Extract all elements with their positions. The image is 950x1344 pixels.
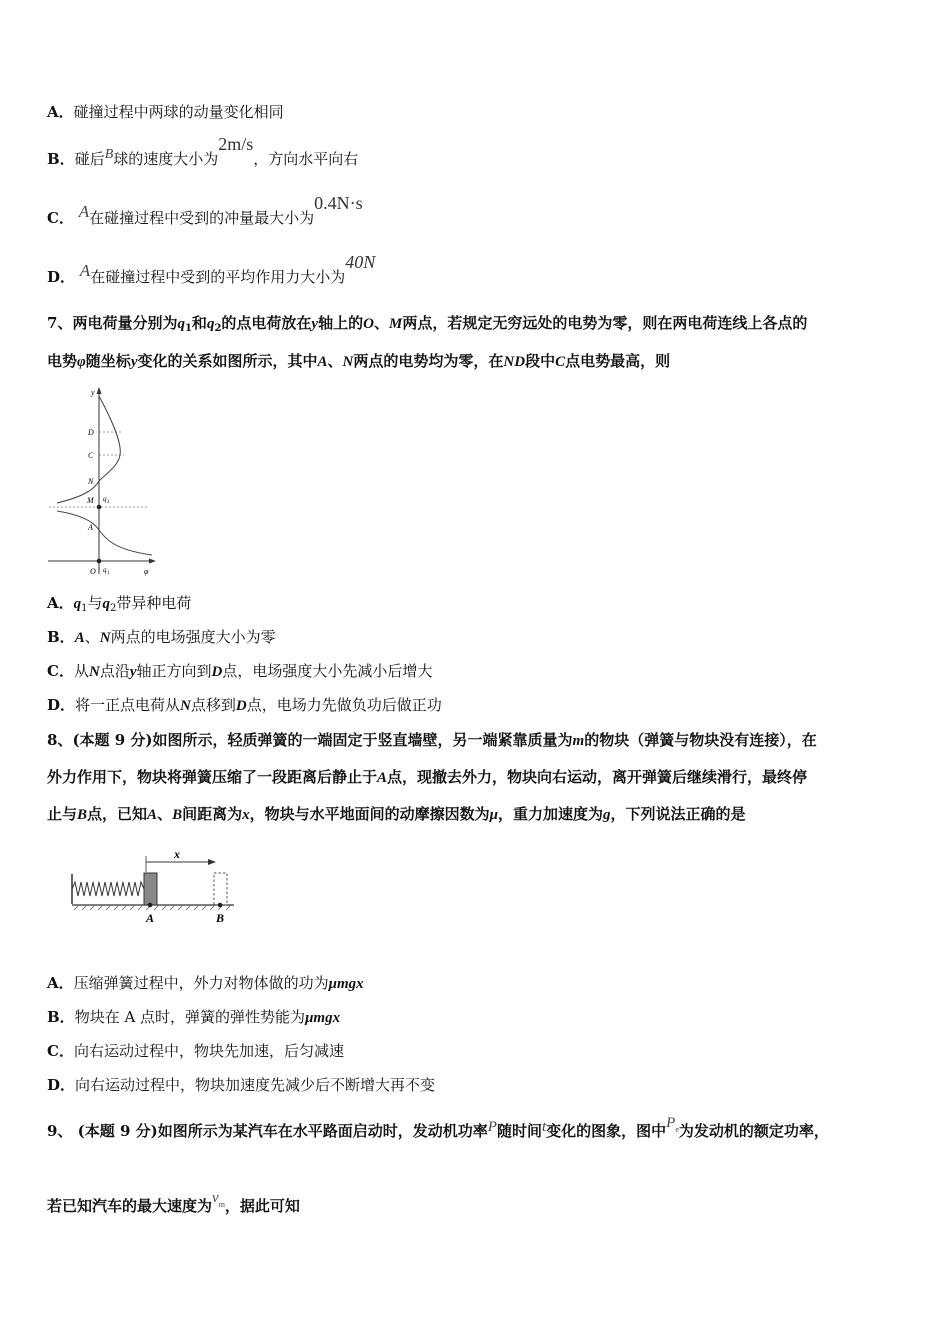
math-var: φ (77, 354, 86, 370)
label-q2-sub: 2 (107, 500, 110, 505)
q8-stem-line3 (47, 804, 746, 825)
option-label: C． (47, 1042, 74, 1060)
point-a-dot (148, 903, 153, 908)
option-label: B． (47, 150, 75, 168)
potential-curve-upper (57, 396, 120, 503)
stem-text: 、 (327, 352, 343, 370)
option-text: 轴正方向到 (136, 662, 212, 680)
math-sub: 1 (184, 323, 192, 334)
option-label: A． (47, 594, 74, 612)
q8-option-c (47, 1041, 344, 1061)
stem-text: 为发动机的额定功率， (678, 1122, 829, 1140)
math-var: D (235, 698, 247, 714)
q9-stem-line2 (47, 1190, 300, 1219)
stem-text: ，重力加速度为 (497, 805, 603, 823)
label-q1-sub: 1 (107, 571, 110, 576)
label-b: B (216, 911, 225, 925)
stem-text: 止与 (47, 805, 78, 823)
stem-text: ，物块与水平地面间的动摩擦因数为 (249, 805, 490, 823)
option-label: C． (47, 662, 74, 680)
stem-text: 变化的图象，图中 (546, 1122, 667, 1140)
label-d: D (88, 428, 94, 437)
stem-text: 随坐标 (85, 352, 131, 370)
stem-text: 的点电荷放在 (221, 314, 312, 332)
option-text: 向右运动过程中，物块先加速，后匀减速 (73, 1042, 344, 1060)
axis-label-phi: φ (144, 567, 149, 576)
q7-stem-line2 (47, 351, 670, 372)
option-text: 向右运动过程中，物块加速度先减少后不断增大再不变 (75, 1076, 436, 1094)
stem-text: 随时间 (496, 1122, 542, 1140)
option-text: 从 (73, 662, 89, 680)
math-value: 2m/s (218, 134, 254, 154)
math-var: g (602, 807, 611, 823)
option-text: 、 (84, 628, 100, 646)
option-text: 物块在 A 点时，弹簧的弹性势能为 (74, 1008, 306, 1026)
q6-option-b (47, 134, 359, 171)
spring-figure (66, 844, 236, 928)
math-q: q (102, 596, 111, 612)
option-label: D． (47, 696, 76, 714)
option-label: D． (47, 268, 76, 286)
label-q2: q (103, 495, 107, 503)
math-var: μ (489, 807, 498, 823)
q8-stem-line2 (47, 767, 807, 788)
math-var: A (147, 807, 158, 823)
math-var: B (77, 807, 88, 823)
option-label: B． (47, 628, 75, 646)
question-number: 7、 (47, 314, 73, 332)
math-var: C (555, 354, 566, 370)
option-text: 压缩弹簧过程中，外力对物体做的功为 (73, 974, 329, 992)
question-score: (本题 9 分) (77, 1122, 158, 1140)
q7-stem-line1 (47, 313, 807, 336)
math-value: 40N (345, 252, 376, 272)
potential-curve-lower (57, 511, 152, 555)
q6-option-a (47, 102, 284, 122)
question-number: 8、 (47, 731, 73, 749)
potential-graph (44, 384, 160, 580)
stem-text: 、 (157, 805, 173, 823)
math-expr: μmgx (328, 976, 364, 992)
charge-q2-dot (97, 505, 102, 510)
charge-q1-dot (97, 559, 102, 564)
math-var: N (180, 698, 191, 714)
q9-stem-line1 (47, 1115, 829, 1144)
label-x: x (174, 847, 180, 861)
question-number: 9、 (47, 1122, 73, 1140)
math-sub: 1 (81, 603, 88, 614)
math-q: q (206, 316, 215, 332)
math-var: N (88, 664, 100, 680)
math-var: N (342, 354, 354, 370)
x-axis-arrow (149, 559, 156, 564)
option-label: D． (47, 1076, 76, 1094)
option-text: 点，电场力先做负功后做正功 (246, 696, 442, 714)
y-axis-arrow (97, 387, 102, 394)
ground-hatch (74, 905, 231, 910)
label-n: N (88, 477, 94, 486)
stem-text: 变化的关系如图所示，其中 (137, 352, 318, 370)
label-o: O (90, 567, 96, 576)
math-var: D (211, 664, 223, 680)
math-var: y (311, 316, 319, 332)
label-q1: q (103, 566, 107, 574)
math-value: 0.4N·s (314, 193, 363, 213)
option-label: C． (47, 209, 74, 227)
q8-stem-line1 (47, 730, 817, 751)
math-var: ND (503, 354, 526, 370)
math-var: P (487, 1119, 497, 1135)
stem-text: 点，现撤去外力，物块向右运动，离开弹簧后继续滑行，最终停 (387, 768, 808, 786)
option-text: 带异种电荷 (116, 594, 192, 612)
option-text: 点沿 (99, 662, 130, 680)
math-var: t (541, 1119, 547, 1135)
label-a: A (146, 911, 155, 925)
stem-text: 电势 (47, 352, 78, 370)
math-var: A (317, 354, 328, 370)
stem-text: 若已知汽车的最大速度为 (47, 1197, 213, 1215)
option-text: 在碰撞过程中受到的冲量最大小为 (89, 209, 315, 227)
math-var: m (572, 733, 585, 749)
math-var-b: B (104, 147, 114, 162)
stem-text: 、 (373, 314, 389, 332)
stem-text: 点电势最高，则 (565, 352, 671, 370)
stem-text: 如图所示，轻质弹簧的一端固定于竖直墙壁，另一端紧靠质量为 (152, 731, 573, 749)
math-var: O (363, 316, 374, 332)
math-q: q (177, 316, 185, 332)
option-text: 碰后 (74, 150, 105, 168)
stem-text: 点，已知 (87, 805, 148, 823)
math-var: y (129, 664, 137, 680)
option-text: 两点的电场强度大小为零 (110, 628, 276, 646)
math-sub: e (675, 1125, 679, 1134)
math-var: y (130, 354, 138, 370)
stem-text: 段中 (525, 352, 556, 370)
option-text: 点，电场强度大小先减小后增大 (222, 662, 433, 680)
stem-text: 间距离为 (182, 805, 243, 823)
math-q: q (73, 596, 82, 612)
option-text: 点移到 (190, 696, 236, 714)
math-var: P (666, 1115, 676, 1131)
label-m: M (87, 496, 94, 505)
option-text: 将一正点电荷从 (75, 696, 181, 714)
option-text: 在碰撞过程中受到的平均作用力大小为 (90, 268, 346, 286)
option-text: ，方向水平向右 (253, 150, 359, 168)
q8-option-d (47, 1075, 435, 1095)
math-sub: 2 (214, 323, 222, 334)
math-var: v (212, 1190, 219, 1206)
label-a: A (88, 523, 93, 532)
q6-option-d (47, 252, 376, 287)
stem-text: 两点的电势均为零，在 (353, 352, 504, 370)
block (144, 873, 157, 905)
option-text: 与 (87, 594, 103, 612)
distance-arrowhead (208, 859, 216, 865)
stem-text: ，据此可知 (224, 1197, 300, 1215)
math-var: A (74, 630, 85, 646)
stem-text: 两点，若规定无穷远处的电势为零，则在两电荷连线上各点的 (402, 314, 808, 332)
math-sub: m (218, 1200, 225, 1209)
math-var: B (172, 807, 183, 823)
stem-text: 如图所示为某汽车在水平路面启动时，发动机功率 (157, 1122, 488, 1140)
spring (72, 882, 144, 896)
option-label: A． (47, 974, 74, 992)
q7-option-d (47, 695, 442, 716)
stem-text: 的物块（弹簧与物块没有连接），在 (584, 731, 817, 749)
math-expr: μmgx (305, 1010, 341, 1026)
math-var-a: A (78, 202, 90, 221)
stem-text: 和 (191, 314, 207, 332)
question-score: (本题 9 分) (72, 731, 153, 749)
option-label: A． (47, 103, 74, 121)
stem-text: 轴上的 (318, 314, 364, 332)
axis-label-y: y (91, 388, 95, 397)
block-final-position (214, 873, 227, 905)
point-b-dot (218, 903, 223, 908)
stem-text: 外力作用下，物块将弹簧压缩了一段距离后静止于 (47, 768, 378, 786)
option-text: 球的速度大小为 (113, 150, 219, 168)
q8-option-b (47, 1007, 340, 1028)
math-var: A (377, 770, 388, 786)
q7-option-a (47, 593, 191, 616)
math-var: M (388, 316, 403, 332)
math-var: x (242, 807, 250, 823)
q7-option-b (47, 627, 276, 648)
math-var: N (99, 630, 111, 646)
math-var-a: A (79, 261, 91, 280)
math-sub: 2 (110, 603, 117, 614)
option-label: B． (47, 1008, 75, 1026)
stem-text: ，下列说法正确的是 (610, 805, 746, 823)
label-c: C (88, 451, 94, 460)
stem-text: 两电荷量分别为 (72, 314, 178, 332)
q7-option-c (47, 661, 432, 682)
option-text: 碰撞过程中两球的动量变化相同 (73, 103, 284, 121)
q6-option-c (47, 193, 363, 228)
q8-option-a (47, 973, 364, 994)
